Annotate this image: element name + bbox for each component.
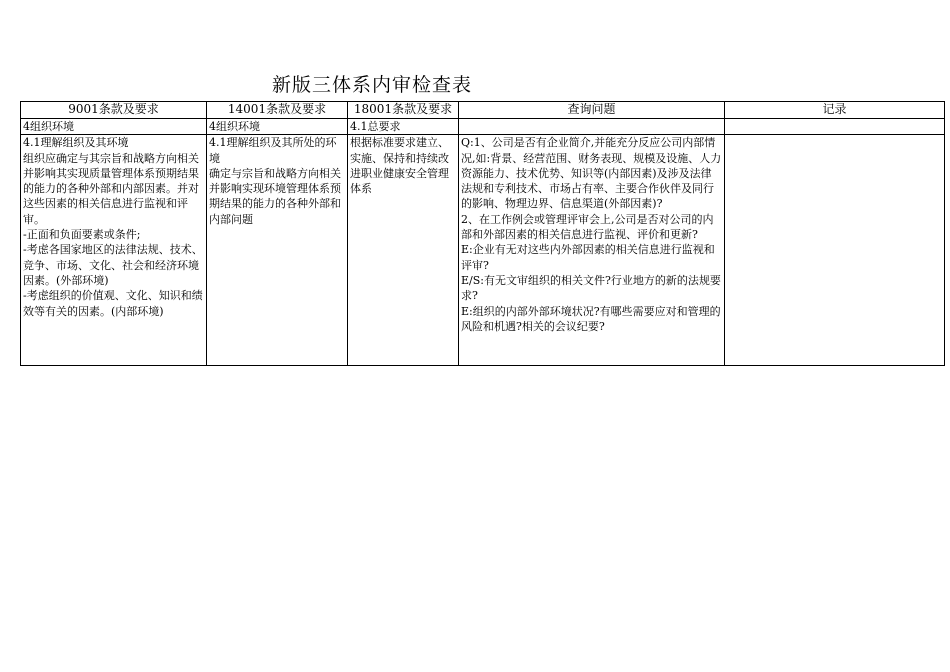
header-18001: 18001条款及要求	[348, 102, 459, 119]
text-line: 确定与宗旨和战略方向相关并影响实现环境管理体系预期结果的能力的各种外部和内部问题	[209, 166, 341, 226]
page-title: 新版三体系内审检查表	[272, 74, 473, 96]
question-item: E/S:有无文审组织的相关文件?行业地方的新的法规要求?	[461, 273, 721, 303]
requirement-9001	[21, 135, 207, 366]
header-14001: 14001条款及要求	[207, 102, 348, 119]
header-record: 记录	[725, 102, 945, 119]
section-question	[459, 119, 725, 135]
content-row	[21, 135, 945, 366]
text-line: 4.1理解组织及其所处的环境	[209, 136, 337, 165]
requirement-14001	[207, 135, 348, 366]
section-18001: 4.1总要求	[348, 119, 459, 135]
question-item: Q:1、公司是否有企业简介,并能充分反应公司内部情况,如:背景、经营范围、财务表现、规模及设施、人力资源能力、技术优势、知识等(内部因素)及涉及法律法规和专利技术、市场占有率、主要合作伙伴及同行的影响、物理边界、信息渠道(外部因素)?	[461, 136, 722, 211]
text-line: 4.1理解组织及其环境	[23, 136, 129, 150]
header-row	[21, 102, 945, 119]
text-line: -考虑各国家地区的法律法规、技术、竞争、市场、文化、社会和经济环境因素。(外部环境)	[23, 243, 203, 287]
question-item: E:企业有无对这些内外部因素的相关信息进行监视和评审?	[461, 243, 715, 272]
text-line: -正面和负面要素或条件;	[23, 228, 141, 242]
question-item: 2、在工作例会或管理评审会上,公司是否对公司的内部和外部因素的相关信息进行监视、评价和更新?	[461, 212, 714, 242]
audit-questions	[459, 135, 725, 366]
section-row	[21, 119, 945, 135]
text-line: 组织应确定与其宗旨和战略方向相关并影响其实现质量管理体系预期结果的能力的各种外部和内部因素。并对这些因素的相关信息进行监视和评审。	[23, 151, 199, 226]
requirement-18001	[348, 135, 459, 366]
audit-checklist-table	[20, 101, 945, 366]
question-item: E:组织的内部外部环境状况?有哪些需要应对和管理的风险和机遇?相关的会议纪要?	[461, 304, 721, 333]
section-9001: 4组织环境	[21, 119, 207, 135]
section-14001: 4组织环境	[207, 119, 348, 135]
header-9001: 9001条款及要求	[21, 102, 207, 119]
header-question: 查询问题	[459, 102, 725, 119]
text-line: 根据标准要求建立、实施、保持和持续改进职业健康安全管理体系	[350, 136, 449, 196]
record-cell[interactable]	[725, 135, 945, 366]
text-line: -考虑组织的价值观、文化、知识和绩效等有关的因素。(内部环境)	[23, 289, 203, 318]
section-record	[725, 119, 945, 135]
